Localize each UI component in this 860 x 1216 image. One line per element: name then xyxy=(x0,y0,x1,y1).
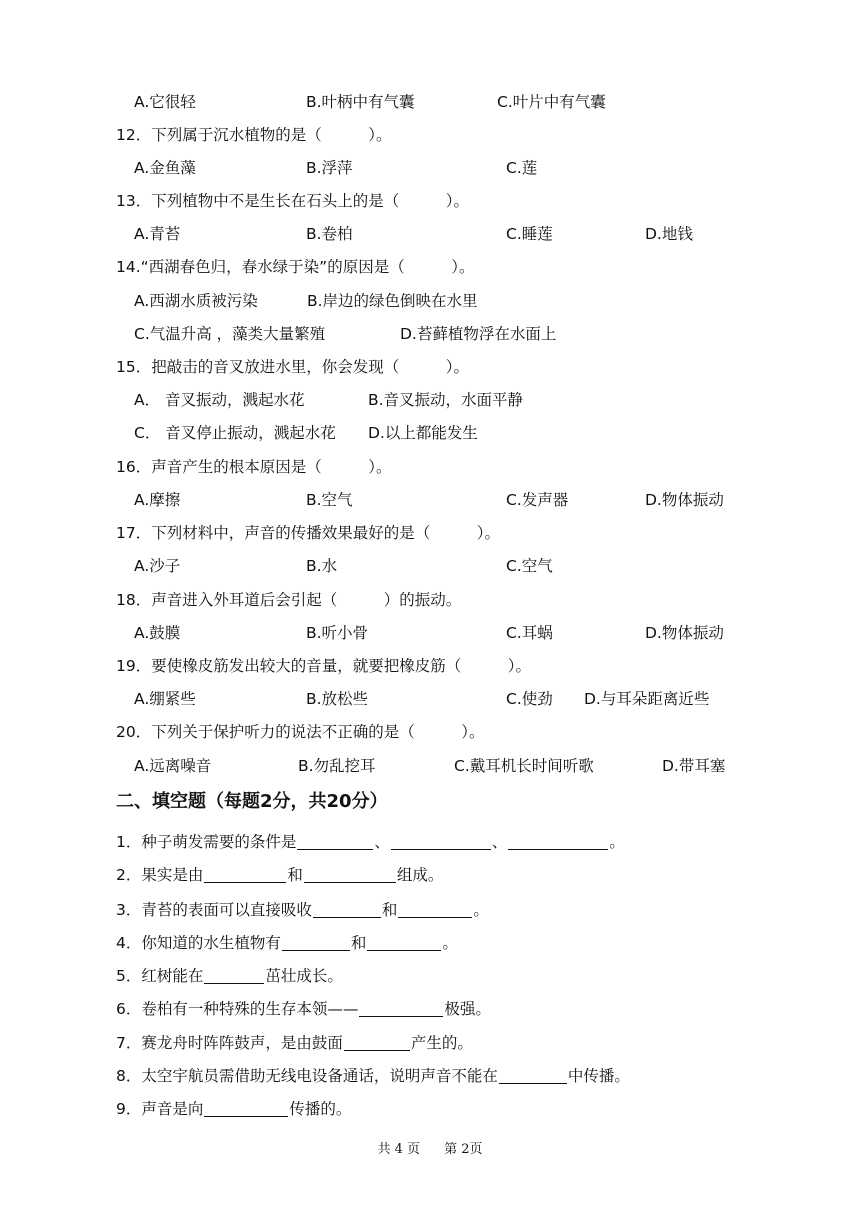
item-text: 。 xyxy=(442,934,458,952)
total-pages: 共 4 页 xyxy=(377,1142,421,1157)
option-b: B.勿乱挖耳 xyxy=(298,757,376,775)
option-d: D.苔藓植物浮在水面上 xyxy=(400,325,557,343)
fill-item-text xyxy=(116,862,443,888)
item-text: 中传播。 xyxy=(567,1067,630,1085)
option-c: C.戴耳机长时间听歌 xyxy=(454,757,594,775)
option-b: B.水 xyxy=(306,557,338,575)
item-number: 7． xyxy=(116,1034,142,1052)
option-a: A.绷紧些 xyxy=(134,690,196,708)
item-text: 、 xyxy=(374,833,390,851)
question-stem: 12．下列属于沉水植物的是（ ）。 xyxy=(116,126,392,144)
option-c: C.耳蜗 xyxy=(506,624,553,642)
item-number: 3． xyxy=(116,901,142,919)
option-b: B.浮萍 xyxy=(306,159,353,177)
item-number: 9． xyxy=(116,1100,142,1118)
item-text: 极强。 xyxy=(444,1000,491,1018)
answer-blank[interactable] xyxy=(297,832,373,850)
item-text: 产生的。 xyxy=(410,1034,473,1052)
item-text: 组成。 xyxy=(396,866,444,884)
option-b: B.卷柏 xyxy=(306,225,353,243)
answer-blank[interactable] xyxy=(359,999,443,1017)
question-stem: 17．下列材料中，声音的传播效果最好的是（ ）。 xyxy=(116,524,500,542)
item-text: 青苔的表面可以直接吸收 xyxy=(141,901,312,919)
item-number: 2． xyxy=(116,866,142,884)
question-stem: 19．要使橡皮筋发出较大的音量，就要把橡皮筋（ ）。 xyxy=(116,657,531,675)
answer-blank[interactable] xyxy=(204,966,264,984)
option-d: D.地钱 xyxy=(645,225,693,243)
fill-item-text xyxy=(116,897,489,923)
answer-blank[interactable] xyxy=(204,865,286,883)
item-text: 传播的。 xyxy=(289,1100,352,1118)
item-number: 5． xyxy=(116,967,142,985)
option-b: B.放松些 xyxy=(306,690,369,708)
question-stem: 20．下列关于保护听力的说法不正确的是（ ）。 xyxy=(116,723,485,741)
page-footer xyxy=(0,1138,860,1157)
option-b: B.岸边的绿色倒映在水里 xyxy=(307,292,478,310)
item-text: 茁壮成长。 xyxy=(265,967,343,985)
option-b: B.空气 xyxy=(306,491,353,509)
item-number: 4． xyxy=(116,934,142,952)
option-a: A.远离噪音 xyxy=(134,757,212,775)
question-stem: 16．声音产生的根本原因是（ ）。 xyxy=(116,458,392,476)
item-number: 1． xyxy=(116,833,142,851)
q11-option-c: C.叶片中有气囊 xyxy=(497,93,606,111)
option-b: B.音叉振动，水面平静 xyxy=(368,391,524,409)
option-b: B.听小骨 xyxy=(306,624,369,642)
option-d: D.带耳塞 xyxy=(662,757,726,775)
item-text: 太空宇航员需借助无线电设备通话，说明声音不能在 xyxy=(141,1067,498,1085)
answer-blank[interactable] xyxy=(391,832,491,850)
fill-item-text xyxy=(116,963,343,989)
item-text: 种子萌发需要的条件是 xyxy=(141,833,297,851)
item-text: 和 xyxy=(381,901,398,919)
option-a: A． 音叉振动，溅起水花 xyxy=(134,391,305,409)
section-title-fill-in: 二、填空题（每题2分，共20分） xyxy=(116,791,388,812)
q11-option-b: B.叶柄中有气囊 xyxy=(306,93,415,111)
option-c: C.睡莲 xyxy=(506,225,553,243)
answer-blank[interactable] xyxy=(282,933,350,951)
fill-item-text xyxy=(116,1030,473,1056)
answer-blank[interactable] xyxy=(398,900,472,918)
item-text: 赛龙舟时阵阵鼓声，是由鼓面 xyxy=(141,1034,343,1052)
item-text: 卷柏有一种特殊的生存本领—— xyxy=(141,1000,359,1018)
option-c: C.使劲 xyxy=(506,690,553,708)
item-text: 和 xyxy=(350,934,367,952)
option-a: A.金鱼藻 xyxy=(134,159,196,177)
option-a: A.摩擦 xyxy=(134,491,181,509)
fill-item-text xyxy=(116,930,458,956)
option-d: D.物体振动 xyxy=(645,491,724,509)
question-stem: 14.“西湖春色归，春水绿于染”的原因是（ ）。 xyxy=(116,258,475,276)
question-stem: 18．声音进入外耳道后会引起（ ）的振动。 xyxy=(116,591,462,609)
item-text: 你知道的水生植物有 xyxy=(141,934,281,952)
answer-blank[interactable] xyxy=(204,1099,288,1117)
fill-item-text xyxy=(116,1096,351,1122)
option-c: C.气温升高 ，藻类大量繁殖 xyxy=(134,325,326,343)
option-d: D.以上都能发生 xyxy=(368,424,478,442)
q11-option-a: A.它很轻 xyxy=(134,93,196,111)
question-stem: 15．把敲击的音叉放进水里，你会发现（ ）。 xyxy=(116,358,469,376)
answer-blank[interactable] xyxy=(499,1066,567,1084)
fill-item-text xyxy=(116,996,491,1022)
answer-blank[interactable] xyxy=(344,1033,410,1051)
option-a: A.鼓膜 xyxy=(134,624,181,642)
item-number: 8． xyxy=(116,1067,142,1085)
item-text: 红树能在 xyxy=(141,967,204,985)
item-text: 和 xyxy=(287,866,303,884)
item-text: 果实是由 xyxy=(141,866,204,884)
current-page: 第 2页 xyxy=(444,1142,483,1157)
option-d: D.物体振动 xyxy=(645,624,724,642)
answer-blank[interactable] xyxy=(313,900,381,918)
option-c: C． 音叉停止振动，溅起水花 xyxy=(134,424,336,442)
option-d: D.与耳朵距离近些 xyxy=(584,690,710,708)
answer-blank[interactable] xyxy=(304,865,396,883)
option-c: C.莲 xyxy=(506,159,538,177)
fill-item-text xyxy=(116,1063,630,1089)
option-a: A.西湖水质被污染 xyxy=(134,292,258,310)
item-number: 6． xyxy=(116,1000,142,1018)
item-text: 。 xyxy=(473,901,489,919)
item-text: 。 xyxy=(609,833,625,851)
option-c: C.空气 xyxy=(506,557,553,575)
answer-blank[interactable] xyxy=(508,832,608,850)
answer-blank[interactable] xyxy=(367,933,441,951)
item-text: 声音是向 xyxy=(141,1100,204,1118)
option-c: C.发声器 xyxy=(506,491,569,509)
question-stem: 13．下列植物中不是生长在石头上的是（ ）。 xyxy=(116,192,469,210)
item-text: 、 xyxy=(491,833,508,851)
option-a: A.青苔 xyxy=(134,225,181,243)
option-a: A.沙子 xyxy=(134,557,181,575)
fill-item-text xyxy=(116,829,625,855)
